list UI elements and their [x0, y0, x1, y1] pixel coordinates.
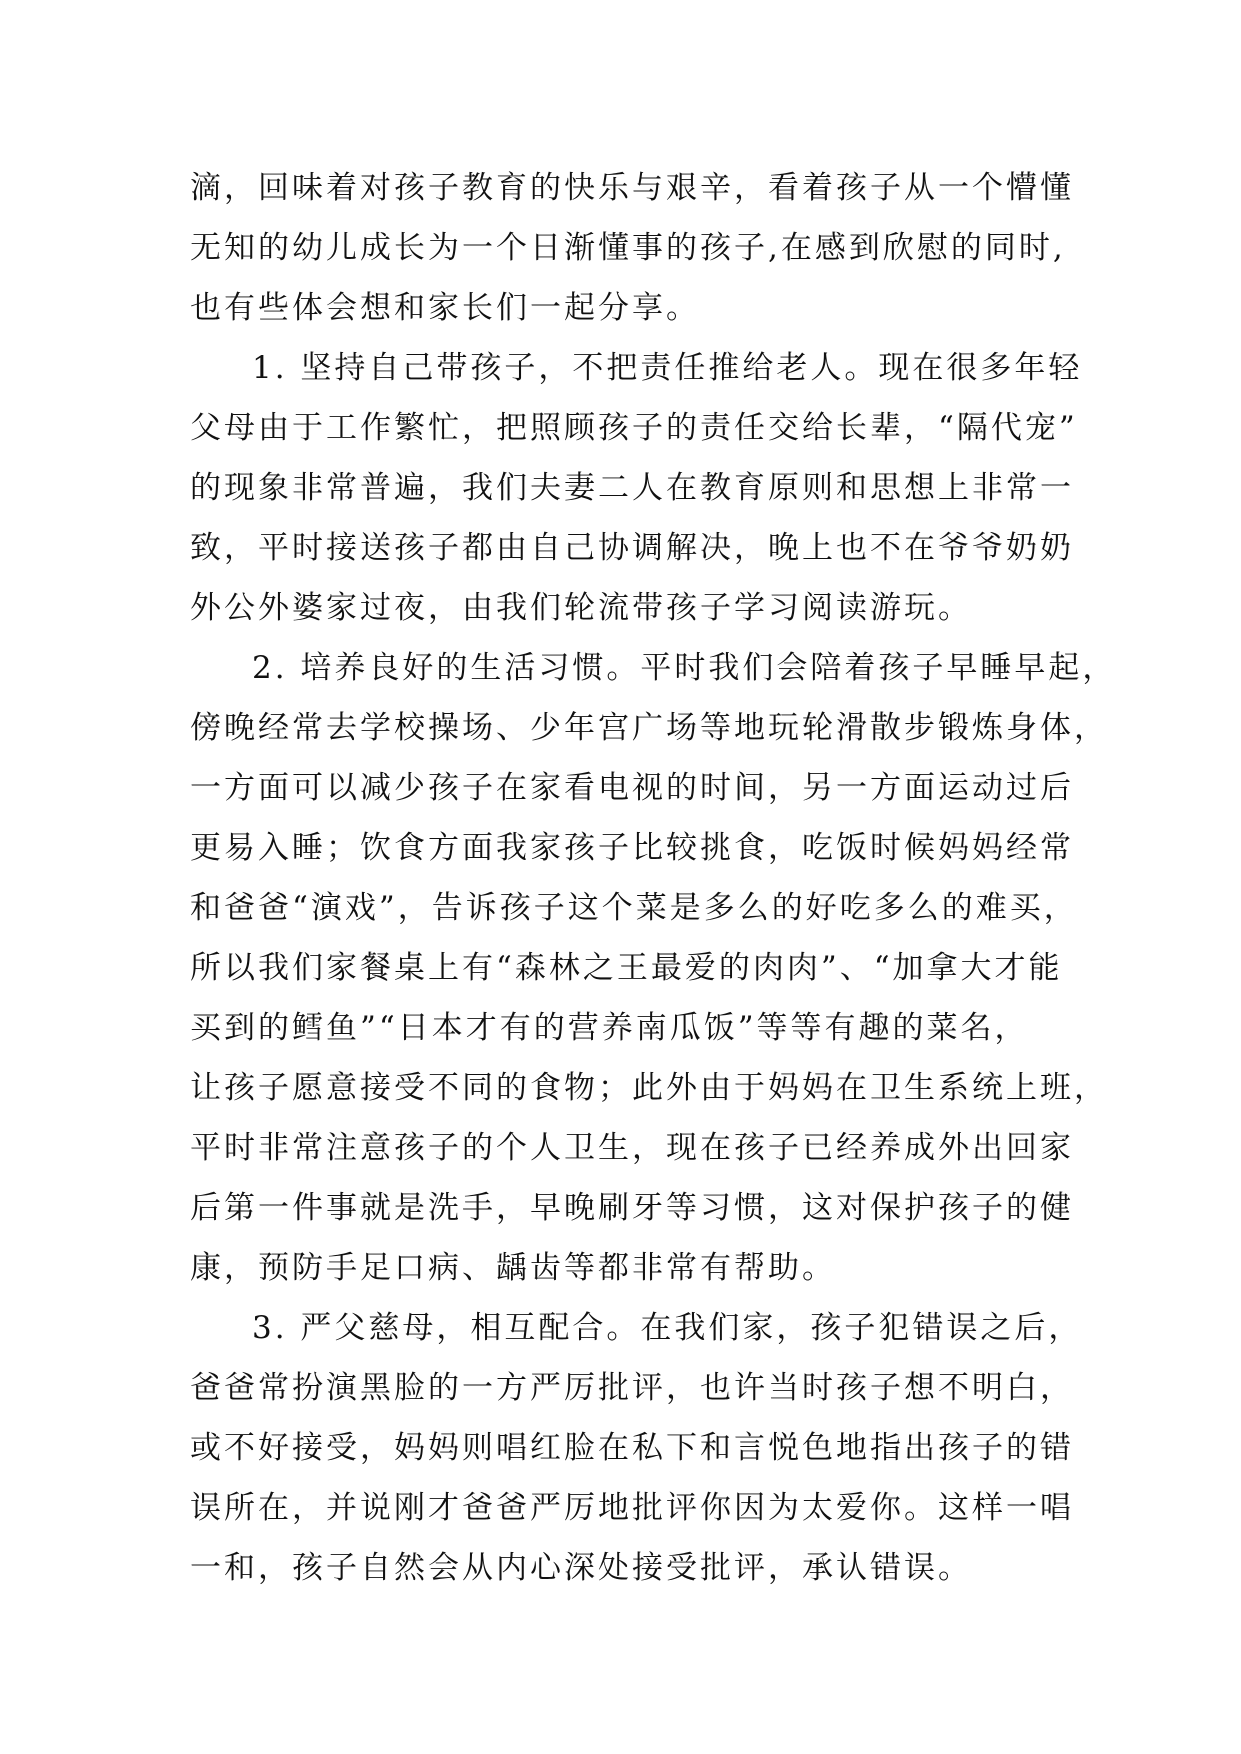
text-line: 也有些体会想和家长们一起分享。	[190, 290, 700, 326]
text-line: 或不好接受，妈妈则唱红脸在私下和言悦色地指出孩子的错	[190, 1430, 1074, 1466]
text-line: 的现象非常普遍，我们夫妻二人在教育原则和思想上非常一	[190, 470, 1074, 506]
text-line: 一方面可以减少孩子在家看电视的时间，另一方面运动过后	[190, 770, 1074, 806]
text-line: 让孩子愿意接受不同的食物；此外由于妈妈在卫生系统上班，	[190, 1070, 1108, 1106]
intro-paragraph	[190, 158, 1090, 338]
text-line: 后第一件事就是洗手，早晚刷牙等习惯，这对保护孩子的健	[190, 1190, 1074, 1226]
text-line: 傍晚经常去学校操场、少年宫广场等地玩轮滑散步锻炼身体，	[190, 710, 1108, 746]
text-line: 更易入睡；饮食方面我家孩子比较挑食，吃饭时候妈妈经常	[190, 830, 1074, 866]
text-line: 康，预防手足口病、龋齿等都非常有帮助。	[190, 1250, 836, 1286]
text-line: 1. 坚持自己带孩子，不把责任推给老人。现在很多年轻	[252, 350, 1083, 386]
text-line: 3. 严父慈母，相互配合。在我们家，孩子犯错误之后，	[252, 1310, 1083, 1346]
text-line: 爸爸常扮演黑脸的一方严厉批评，也许当时孩子想不明白，	[190, 1370, 1074, 1406]
text-line: 平时非常注意孩子的个人卫生，现在孩子已经养成外出回家	[190, 1130, 1074, 1166]
text-line: 外公外婆家过夜，由我们轮流带孩子学习阅读游玩。	[190, 590, 972, 626]
text-line: 2. 培养良好的生活习惯。平时我们会陪着孩子早睡早起，	[252, 650, 1117, 686]
document-body	[190, 158, 1117, 1598]
text-line: 致，平时接送孩子都由自己协调解决，晚上也不在爷爷奶奶	[190, 530, 1074, 566]
point-3-paragraph	[190, 1298, 1090, 1598]
text-line: 误所在，并说刚才爸爸严厉地批评你因为太爱你。这样一唱	[190, 1490, 1074, 1526]
text-line: 滴，回味着对孩子教育的快乐与艰辛，看着孩子从一个懵懂	[190, 170, 1074, 206]
point-1-paragraph	[190, 338, 1090, 638]
text-line: 和爸爸“演戏”，告诉孩子这个菜是多么的好吃多么的难买，	[190, 890, 1078, 926]
text-line: 买到的鳕鱼”“日本才有的营养南瓜饭”等等有趣的菜名，	[190, 1010, 1029, 1046]
text-line: 父母由于工作繁忙，把照顾孩子的责任交给长辈，“隔代宠”	[190, 410, 1078, 446]
point-2-paragraph	[190, 638, 1117, 1298]
text-line: 无知的幼儿成长为一个日渐懂事的孩子,在感到欣慰的同时,	[190, 230, 1066, 266]
text-line: 一和，孩子自然会从内心深处接受批评，承认错误。	[190, 1550, 972, 1586]
text-line: 所以我们家餐桌上有“森林之王最爱的肉肉”、“加拿大才能	[190, 950, 1063, 986]
